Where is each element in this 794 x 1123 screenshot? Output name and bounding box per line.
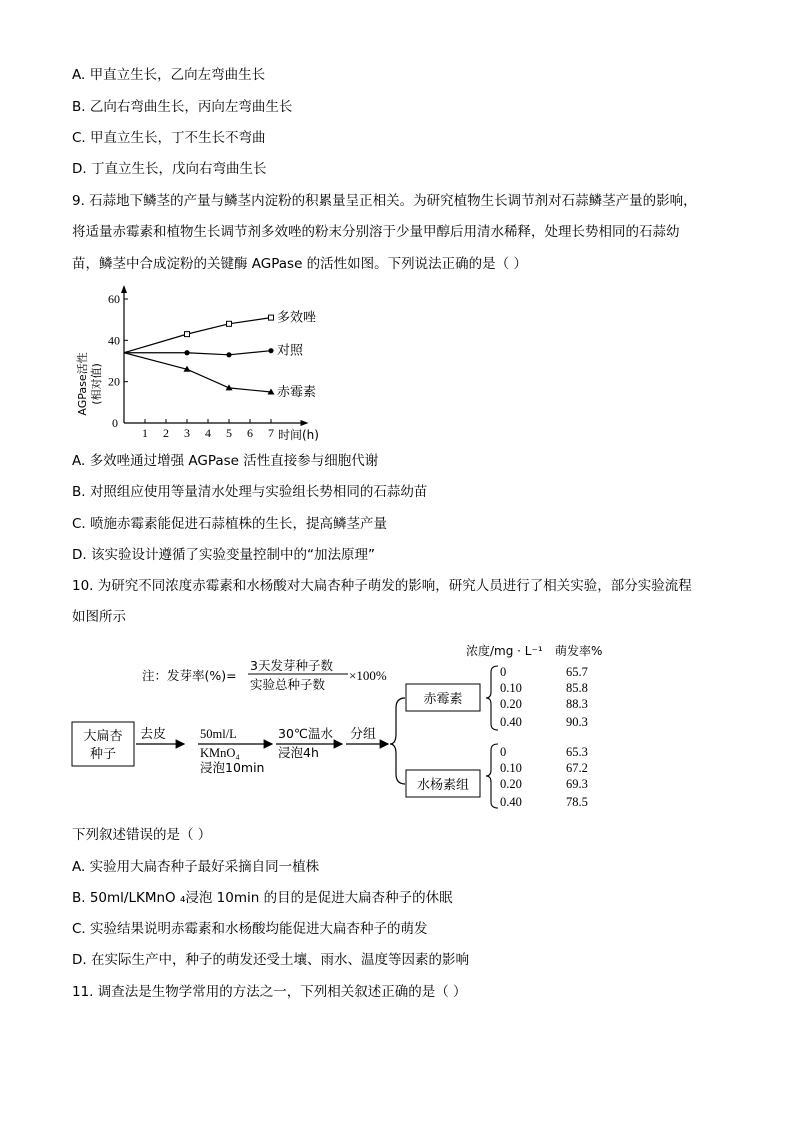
x-tick-label: 4 xyxy=(205,426,211,440)
series-line xyxy=(124,318,271,353)
gibberellin-data-rows xyxy=(500,665,588,729)
step-warm-water-line-2: 浸泡4h xyxy=(278,745,319,760)
seed-germination-flow-diagram xyxy=(60,638,660,818)
seed-box-line-1: 大扁杏 xyxy=(83,729,123,744)
data-point xyxy=(227,321,232,326)
salicylic-group-label: 水杨素组 xyxy=(416,778,470,793)
step-kmno4-line-1: 50ml/L xyxy=(200,727,237,741)
q9-option-b: B. 对照组应使用等量清水处理与实验组长势相同的石蒜幼苗 xyxy=(72,484,428,500)
formula-numerator: 3天发芽种子数 xyxy=(250,658,333,673)
y-tick-label: 60 xyxy=(108,292,120,306)
x-tick-label: 5 xyxy=(226,426,232,440)
x-tick-label: 6 xyxy=(247,426,253,440)
g2-conc-3: 0.40 xyxy=(500,795,522,809)
origin-label: 0 xyxy=(112,416,118,430)
g1-conc-1: 0.10 xyxy=(500,681,522,695)
q8-option-d: D. 丁直立生长，戊向右弯曲生长 xyxy=(72,161,267,177)
x-axis-arrow xyxy=(301,420,309,426)
y-axis-arrow xyxy=(121,285,127,293)
formula-note-prefix: 注：发芽率(%)= xyxy=(142,668,237,683)
q10-option-c: C. 实验结果说明赤霉素和水杨酸均能促进大扁杏种子的萌发 xyxy=(72,921,428,937)
g1-conc-2: 0.20 xyxy=(500,697,522,711)
series-label: 赤霉素 xyxy=(277,385,317,400)
q10-stem-line-1: 10. 为研究不同浓度赤霉素和水杨酸对大扁杏种子萌发的影响，研究人员进行了相关实验，部分实验流程 xyxy=(72,578,692,594)
q9-option-c: C. 喷施赤霉素能促进石蒜植株的生长，提高鳞茎产量 xyxy=(72,516,388,532)
x-axis-label: 时间(h) xyxy=(278,428,319,442)
formula-suffix: ×100% xyxy=(349,668,387,683)
g1-rate-3: 90.3 xyxy=(566,715,588,729)
q10-option-b: B. 50ml/LKMnO ₄浸泡 10min 的目的是促进大扁杏种子的休眠 xyxy=(72,890,453,906)
x-tick-label: 2 xyxy=(163,426,169,440)
x-tick-label: 3 xyxy=(184,426,190,440)
x-tick-label: 1 xyxy=(142,426,148,440)
data-point xyxy=(185,332,190,337)
chart-ticks xyxy=(108,292,274,440)
x-tick-label: 7 xyxy=(268,426,274,440)
q8-option-c: C. 甲直立生长，丁不生长不弯曲 xyxy=(72,130,266,146)
q9-stem-line-2: 将适量赤霉素和植物生长调节剂多效唑的粉末分别溶于少量甲醇后用清水稀释，处理长势相同的石蒜幼 xyxy=(72,224,680,240)
step-kmno4-line-3: 浸泡10min xyxy=(200,760,265,775)
group-brace xyxy=(390,698,405,784)
q8-option-a: A. 甲直立生长，乙向左弯曲生长 xyxy=(72,67,266,83)
g2-rate-1: 67.2 xyxy=(566,761,588,775)
q10-stem-line-2: 如图所示 xyxy=(72,609,126,625)
step-peel-label: 去皮 xyxy=(140,727,167,742)
gibberellin-group-label: 赤霉素 xyxy=(423,692,463,707)
data-point xyxy=(184,350,189,355)
g1-rate-1: 85.8 xyxy=(566,681,588,695)
q9-option-a: A. 多效唑通过增强 AGPase 活性直接参与细胞代谢 xyxy=(72,453,379,469)
formula-denominator: 实验总种子数 xyxy=(250,677,326,692)
step-grouping-label: 分组 xyxy=(350,727,377,742)
series-label: 对照 xyxy=(277,343,304,359)
series-label: 多效唑 xyxy=(277,310,317,326)
series-line xyxy=(124,353,271,392)
step-kmno4-line-2: KMnO₄ xyxy=(200,746,240,760)
q9-stem-line-1: 9. 石蒜地下鳞茎的产量与鳞茎内淀粉的积累量呈正相关。为研究植物生长调节剂对石蒜鳞茎产量的影响， xyxy=(72,193,697,209)
q11-stem: 11. 调查法是生物学常用的方法之一，下列相关叙述正确的是（ ） xyxy=(72,984,467,1000)
data-point xyxy=(268,348,273,353)
column-header-germination-rate: 萌发率% xyxy=(555,644,603,658)
chart-series xyxy=(124,311,317,400)
q8-option-b: B. 乙向右弯曲生长，丙向左弯曲生长 xyxy=(72,99,293,115)
gibberellin-values-brace xyxy=(486,666,498,730)
g1-conc-0: 0 xyxy=(500,665,507,679)
q10-option-a: A. 实验用大扁杏种子最好采摘自同一植株 xyxy=(72,859,320,875)
q9-stem-line-3: 苗，鳞茎中合成淀粉的关键酶 AGPase 的活性如图。下列说法正确的是（ ） xyxy=(72,256,527,272)
salicylic-values-brace xyxy=(486,744,498,808)
g2-rate-0: 65.3 xyxy=(566,745,588,759)
g1-rate-2: 88.3 xyxy=(566,697,588,711)
salicylic-data-rows xyxy=(500,745,588,809)
g2-conc-2: 0.20 xyxy=(500,777,522,791)
g1-conc-3: 0.40 xyxy=(500,715,522,729)
q10-option-d: D. 在实际生产中，种子的萌发还受土壤、雨水、温度等因素的影响 xyxy=(72,952,469,968)
g2-rate-2: 69.3 xyxy=(566,777,588,791)
series-line xyxy=(124,351,271,355)
data-point xyxy=(226,352,231,357)
y-tick-label: 40 xyxy=(108,333,120,348)
g2-conc-1: 0.10 xyxy=(500,761,522,775)
agpase-activity-chart xyxy=(60,282,360,447)
g1-rate-0: 65.7 xyxy=(566,665,588,679)
seed-box-line-2: 种子 xyxy=(89,747,117,762)
step-warm-water-line-1: 30℃温水 xyxy=(278,726,333,741)
column-header-concentration: 浓度/mg · L⁻¹ xyxy=(466,644,543,658)
g2-conc-0: 0 xyxy=(500,745,507,759)
data-point xyxy=(269,315,274,320)
q9-option-d: D. 该实验设计遵循了实验变量控制中的“加法原理” xyxy=(72,547,375,563)
q10-question: 下列叙述错误的是（ ） xyxy=(72,827,212,843)
y-axis-label-line-1: AGPase活性 xyxy=(76,352,89,416)
g2-rate-3: 78.5 xyxy=(566,795,588,809)
y-tick-label: 20 xyxy=(108,374,120,389)
y-axis-label-line-2: (相对值) xyxy=(90,363,103,405)
